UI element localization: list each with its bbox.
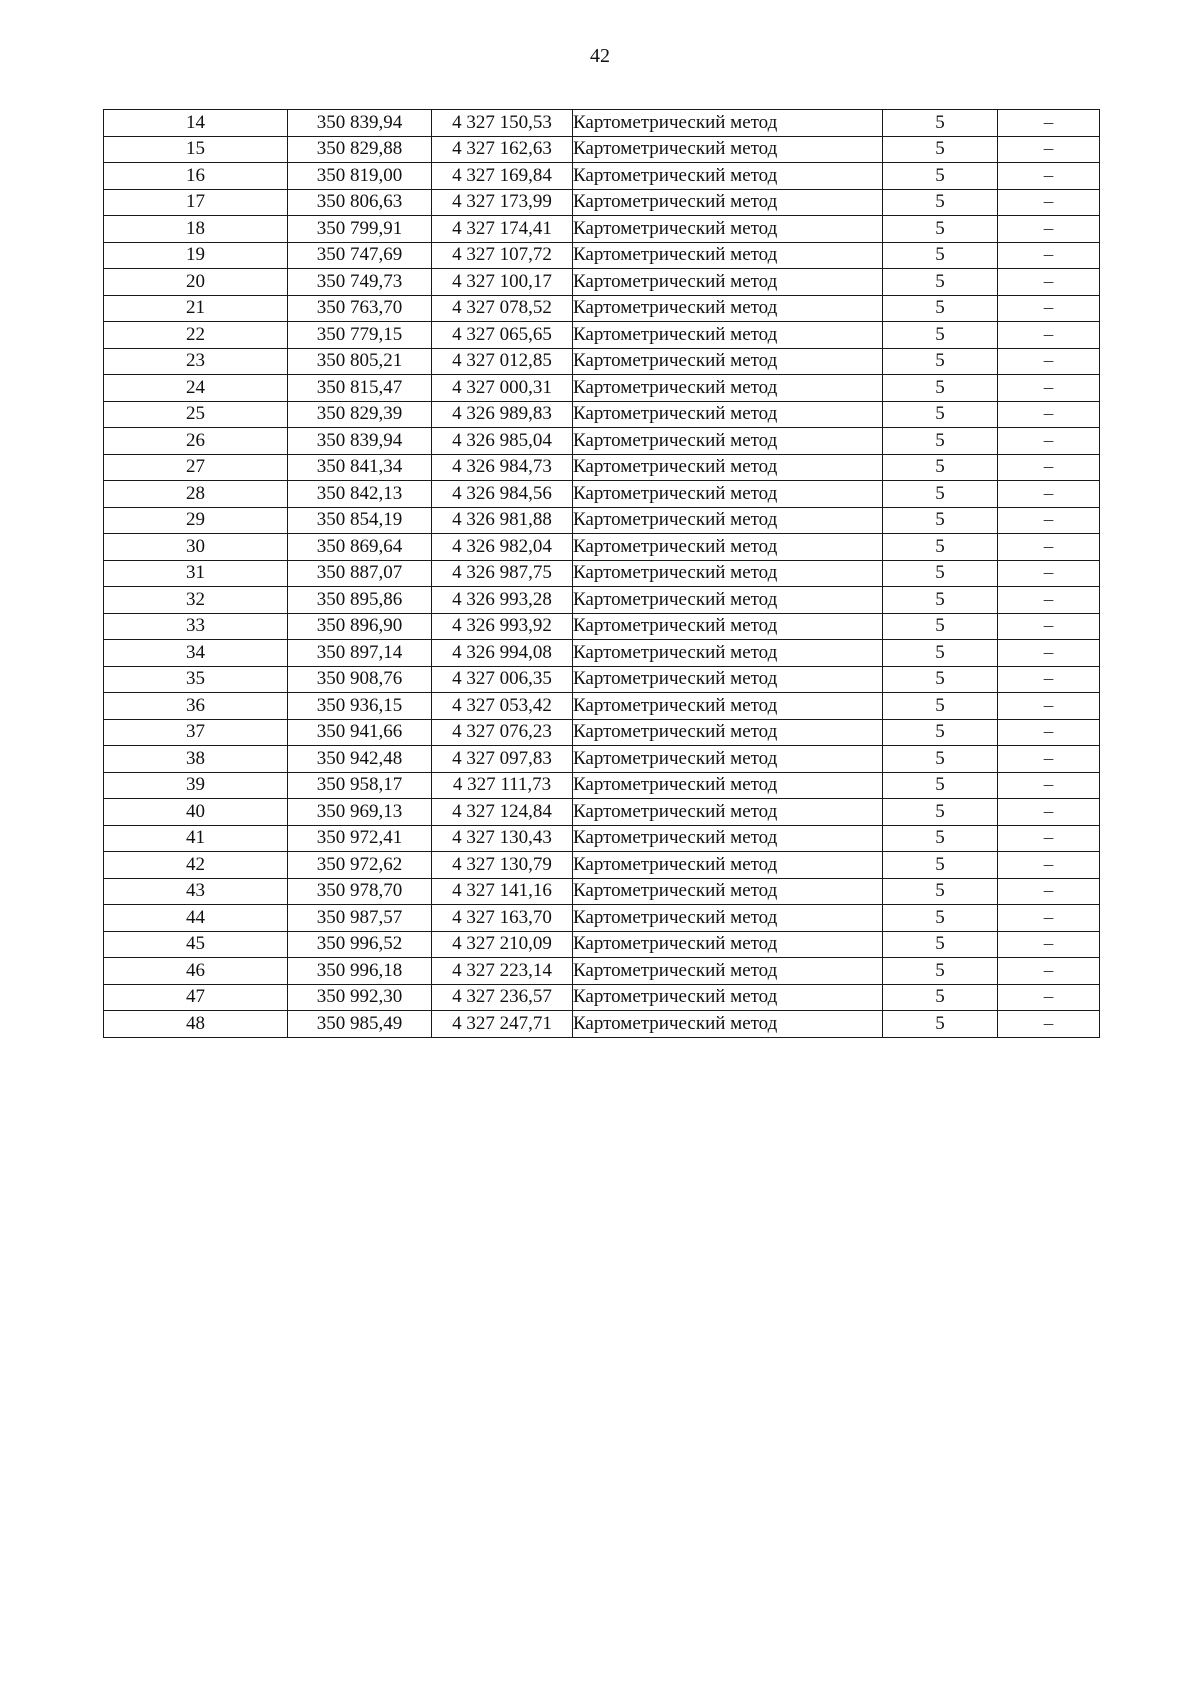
table-row [104,560,1100,587]
method-cell: Картометрический метод [573,428,883,455]
point-number-cell: 17 [104,189,288,216]
method-cell: Картометрический метод [573,666,883,693]
method-cell: Картометрический метод [573,958,883,985]
accuracy-cell: 5 [883,348,998,375]
table-row [104,269,1100,296]
method-cell: Картометрический метод [573,401,883,428]
coordinate-y-cell: 4 326 989,83 [432,401,573,428]
note-cell: – [998,322,1100,349]
coordinate-y-cell: 4 327 223,14 [432,958,573,985]
point-number-cell: 45 [104,931,288,958]
point-number-cell: 29 [104,507,288,534]
coordinate-x-cell: 350 987,57 [288,905,432,932]
table-row [104,905,1100,932]
accuracy-cell: 5 [883,693,998,720]
table-row [104,295,1100,322]
point-number-cell: 40 [104,799,288,826]
coordinate-y-cell: 4 326 982,04 [432,534,573,561]
method-cell: Картометрический метод [573,613,883,640]
accuracy-cell: 5 [883,587,998,614]
coordinate-y-cell: 4 326 993,92 [432,613,573,640]
point-number-cell: 47 [104,984,288,1011]
coordinate-y-cell: 4 327 141,16 [432,878,573,905]
point-number-cell: 43 [104,878,288,905]
accuracy-cell: 5 [883,216,998,243]
table-row [104,984,1100,1011]
accuracy-cell: 5 [883,428,998,455]
coordinate-y-cell: 4 327 150,53 [432,110,573,137]
accuracy-cell: 5 [883,560,998,587]
coordinate-y-cell: 4 327 097,83 [432,746,573,773]
method-cell: Картометрический метод [573,534,883,561]
point-number-cell: 19 [104,242,288,269]
coordinate-y-cell: 4 327 210,09 [432,931,573,958]
point-number-cell: 14 [104,110,288,137]
table-row [104,136,1100,163]
note-cell: – [998,746,1100,773]
point-number-cell: 42 [104,852,288,879]
method-cell: Картометрический метод [573,481,883,508]
accuracy-cell: 5 [883,852,998,879]
note-cell: – [998,666,1100,693]
page-number: 42 [590,45,610,67]
accuracy-cell: 5 [883,746,998,773]
point-number-cell: 31 [104,560,288,587]
coordinate-y-cell: 4 327 236,57 [432,984,573,1011]
point-number-cell: 20 [104,269,288,296]
note-cell: – [998,640,1100,667]
point-number-cell: 33 [104,613,288,640]
point-number-cell: 35 [104,666,288,693]
accuracy-cell: 5 [883,958,998,985]
point-number-cell: 41 [104,825,288,852]
table-row [104,348,1100,375]
note-cell: – [998,189,1100,216]
note-cell: – [998,878,1100,905]
note-cell: – [998,110,1100,137]
coordinate-y-cell: 4 326 985,04 [432,428,573,455]
point-number-cell: 34 [104,640,288,667]
coordinate-x-cell: 350 842,13 [288,481,432,508]
coordinate-x-cell: 350 763,70 [288,295,432,322]
coordinate-x-cell: 350 978,70 [288,878,432,905]
coordinate-x-cell: 350 958,17 [288,772,432,799]
coordinate-y-cell: 4 326 993,28 [432,587,573,614]
accuracy-cell: 5 [883,772,998,799]
table-row [104,825,1100,852]
method-cell: Картометрический метод [573,825,883,852]
note-cell: – [998,481,1100,508]
coordinate-y-cell: 4 327 169,84 [432,163,573,190]
coordinate-y-cell: 4 327 000,31 [432,375,573,402]
method-cell: Картометрический метод [573,587,883,614]
accuracy-cell: 5 [883,825,998,852]
note-cell: – [998,534,1100,561]
point-number-cell: 16 [104,163,288,190]
accuracy-cell: 5 [883,984,998,1011]
accuracy-cell: 5 [883,163,998,190]
method-cell: Картометрический метод [573,507,883,534]
accuracy-cell: 5 [883,401,998,428]
coordinate-x-cell: 350 815,47 [288,375,432,402]
note-cell: – [998,375,1100,402]
point-number-cell: 28 [104,481,288,508]
method-cell: Картометрический метод [573,878,883,905]
accuracy-cell: 5 [883,242,998,269]
point-number-cell: 46 [104,958,288,985]
coordinate-y-cell: 4 327 078,52 [432,295,573,322]
point-number-cell: 38 [104,746,288,773]
method-cell: Картометрический метод [573,984,883,1011]
accuracy-cell: 5 [883,295,998,322]
coordinate-y-cell: 4 327 111,73 [432,772,573,799]
coordinate-x-cell: 350 887,07 [288,560,432,587]
table-row [104,1011,1100,1038]
accuracy-cell: 5 [883,905,998,932]
table-row [104,507,1100,534]
accuracy-cell: 5 [883,454,998,481]
note-cell: – [998,216,1100,243]
point-number-cell: 22 [104,322,288,349]
coordinate-x-cell: 350 799,91 [288,216,432,243]
note-cell: – [998,454,1100,481]
note-cell: – [998,825,1100,852]
table-row [104,666,1100,693]
coordinate-x-cell: 350 996,52 [288,931,432,958]
point-number-cell: 39 [104,772,288,799]
point-number-cell: 23 [104,348,288,375]
table-row [104,878,1100,905]
table-row [104,322,1100,349]
coordinate-y-cell: 4 327 076,23 [432,719,573,746]
coordinate-x-cell: 350 969,13 [288,799,432,826]
accuracy-cell: 5 [883,322,998,349]
accuracy-cell: 5 [883,481,998,508]
table-row [104,163,1100,190]
table-row [104,587,1100,614]
accuracy-cell: 5 [883,189,998,216]
accuracy-cell: 5 [883,507,998,534]
coordinate-y-cell: 4 327 100,17 [432,269,573,296]
note-cell: – [998,931,1100,958]
method-cell: Картометрический метод [573,136,883,163]
note-cell: – [998,507,1100,534]
note-cell: – [998,242,1100,269]
point-number-cell: 44 [104,905,288,932]
coordinate-y-cell: 4 327 006,35 [432,666,573,693]
table-row [104,958,1100,985]
point-number-cell: 36 [104,693,288,720]
note-cell: – [998,163,1100,190]
method-cell: Картометрический метод [573,295,883,322]
note-cell: – [998,852,1100,879]
note-cell: – [998,984,1100,1011]
table-row [104,481,1100,508]
table-row [104,852,1100,879]
note-cell: – [998,269,1100,296]
coordinate-y-cell: 4 326 994,08 [432,640,573,667]
method-cell: Картометрический метод [573,375,883,402]
accuracy-cell: 5 [883,719,998,746]
coordinates-table [103,109,1100,1038]
point-number-cell: 26 [104,428,288,455]
method-cell: Картометрический метод [573,189,883,216]
table-row [104,401,1100,428]
coordinate-y-cell: 4 327 107,72 [432,242,573,269]
coordinate-x-cell: 350 972,41 [288,825,432,852]
note-cell: – [998,428,1100,455]
accuracy-cell: 5 [883,640,998,667]
table-row [104,428,1100,455]
coordinate-x-cell: 350 869,64 [288,534,432,561]
coordinate-x-cell: 350 829,88 [288,136,432,163]
method-cell: Картометрический метод [573,852,883,879]
method-cell: Картометрический метод [573,799,883,826]
note-cell: – [998,958,1100,985]
coordinate-x-cell: 350 985,49 [288,1011,432,1038]
coordinate-y-cell: 4 327 124,84 [432,799,573,826]
table-row [104,454,1100,481]
note-cell: – [998,772,1100,799]
table-row [104,931,1100,958]
table-row [104,216,1100,243]
accuracy-cell: 5 [883,799,998,826]
method-cell: Картометрический метод [573,1011,883,1038]
coordinate-x-cell: 350 805,21 [288,348,432,375]
accuracy-cell: 5 [883,269,998,296]
coordinate-y-cell: 4 327 174,41 [432,216,573,243]
coordinate-x-cell: 350 936,15 [288,693,432,720]
coordinate-x-cell: 350 897,14 [288,640,432,667]
accuracy-cell: 5 [883,1011,998,1038]
table-row [104,772,1100,799]
method-cell: Картометрический метод [573,216,883,243]
coordinate-x-cell: 350 992,30 [288,984,432,1011]
point-number-cell: 32 [104,587,288,614]
coordinate-x-cell: 350 839,94 [288,110,432,137]
accuracy-cell: 5 [883,666,998,693]
coordinate-y-cell: 4 327 163,70 [432,905,573,932]
point-number-cell: 27 [104,454,288,481]
method-cell: Картометрический метод [573,905,883,932]
table-row [104,799,1100,826]
coordinate-y-cell: 4 326 984,56 [432,481,573,508]
accuracy-cell: 5 [883,375,998,402]
point-number-cell: 37 [104,719,288,746]
coordinate-y-cell: 4 327 247,71 [432,1011,573,1038]
coordinate-y-cell: 4 327 162,63 [432,136,573,163]
coordinate-x-cell: 350 829,39 [288,401,432,428]
coordinate-x-cell: 350 972,62 [288,852,432,879]
table-row [104,375,1100,402]
method-cell: Картометрический метод [573,746,883,773]
accuracy-cell: 5 [883,110,998,137]
coordinate-x-cell: 350 806,63 [288,189,432,216]
coordinate-y-cell: 4 327 065,65 [432,322,573,349]
point-number-cell: 24 [104,375,288,402]
point-number-cell: 18 [104,216,288,243]
coordinate-x-cell: 350 996,18 [288,958,432,985]
table-row [104,693,1100,720]
method-cell: Картометрический метод [573,719,883,746]
table-row [104,613,1100,640]
method-cell: Картометрический метод [573,322,883,349]
coordinate-x-cell: 350 749,73 [288,269,432,296]
method-cell: Картометрический метод [573,163,883,190]
method-cell: Картометрический метод [573,772,883,799]
method-cell: Картометрический метод [573,269,883,296]
coordinate-y-cell: 4 326 981,88 [432,507,573,534]
note-cell: – [998,295,1100,322]
coordinate-y-cell: 4 327 130,79 [432,852,573,879]
table-row [104,746,1100,773]
note-cell: – [998,348,1100,375]
coordinate-x-cell: 350 941,66 [288,719,432,746]
coordinate-x-cell: 350 839,94 [288,428,432,455]
method-cell: Картометрический метод [573,931,883,958]
note-cell: – [998,587,1100,614]
table-row [104,242,1100,269]
coordinate-x-cell: 350 819,00 [288,163,432,190]
point-number-cell: 30 [104,534,288,561]
note-cell: – [998,401,1100,428]
note-cell: – [998,1011,1100,1038]
method-cell: Картометрический метод [573,693,883,720]
point-number-cell: 25 [104,401,288,428]
coordinate-x-cell: 350 841,34 [288,454,432,481]
coordinate-x-cell: 350 908,76 [288,666,432,693]
note-cell: – [998,799,1100,826]
table-row [104,189,1100,216]
table-row [104,110,1100,137]
coordinate-x-cell: 350 942,48 [288,746,432,773]
accuracy-cell: 5 [883,613,998,640]
note-cell: – [998,560,1100,587]
coordinate-y-cell: 4 327 130,43 [432,825,573,852]
note-cell: – [998,905,1100,932]
method-cell: Картометрический метод [573,454,883,481]
coordinate-y-cell: 4 327 173,99 [432,189,573,216]
accuracy-cell: 5 [883,878,998,905]
accuracy-cell: 5 [883,136,998,163]
method-cell: Картометрический метод [573,560,883,587]
accuracy-cell: 5 [883,931,998,958]
point-number-cell: 21 [104,295,288,322]
note-cell: – [998,719,1100,746]
note-cell: – [998,613,1100,640]
table-row [104,640,1100,667]
point-number-cell: 15 [104,136,288,163]
note-cell: – [998,693,1100,720]
point-number-cell: 48 [104,1011,288,1038]
coordinate-x-cell: 350 854,19 [288,507,432,534]
coordinate-x-cell: 350 896,90 [288,613,432,640]
method-cell: Картометрический метод [573,242,883,269]
accuracy-cell: 5 [883,534,998,561]
table-row [104,534,1100,561]
coordinate-x-cell: 350 895,86 [288,587,432,614]
coordinates-table-body [104,110,1100,1038]
coordinate-y-cell: 4 327 053,42 [432,693,573,720]
note-cell: – [998,136,1100,163]
coordinate-x-cell: 350 747,69 [288,242,432,269]
table-row [104,719,1100,746]
method-cell: Картометрический метод [573,640,883,667]
method-cell: Картометрический метод [573,110,883,137]
coordinate-y-cell: 4 327 012,85 [432,348,573,375]
method-cell: Картометрический метод [573,348,883,375]
coordinate-y-cell: 4 326 987,75 [432,560,573,587]
coordinate-x-cell: 350 779,15 [288,322,432,349]
coordinate-y-cell: 4 326 984,73 [432,454,573,481]
